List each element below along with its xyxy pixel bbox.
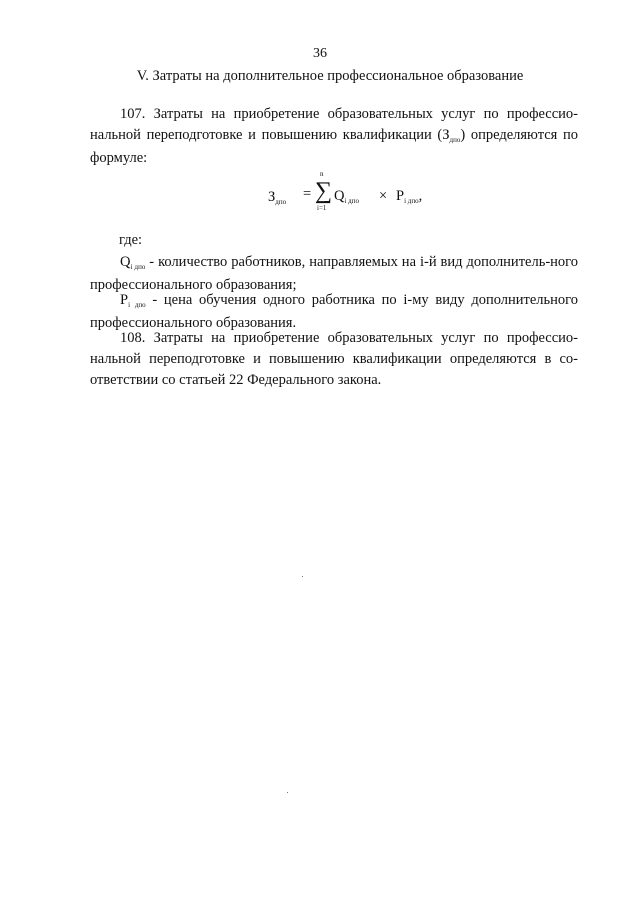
formula-price-term [396,188,422,205]
section-title: V. Затраты на дополнительное профессиональное образование [136,68,524,84]
paragraph-107 [90,104,578,169]
formula-sum-sign: ∑ [315,178,333,204]
formula-q-subscript: i дпо [344,197,359,205]
formula-sum-upper-limit: n [320,170,324,178]
formula-equals-sign: = [303,186,312,202]
page-number: 36 [313,46,327,61]
formula-q-symbol: Q [334,188,345,204]
formula-quantity-term [334,188,359,205]
where-label: где: [119,232,143,248]
definition-quantity-symbol: Q [120,254,131,270]
definition-price-subscript: i дпо [128,301,146,309]
paragraph-107-symbol-subscript: дпо [449,136,461,144]
definition-price-text: - цена обучения одного работника по i-му виду дополнительного профессионального образования. [90,292,578,331]
formula-sum-lower-limit: i=1 [317,204,327,212]
formula-p-symbol: P [396,188,405,204]
formula-lhs-symbol: З [268,189,276,205]
scan-speck [287,792,288,793]
formula-end-comma: , [418,188,423,204]
paragraph-107-text-before: 107. Затраты на приобретение образовательных услуг по профессио-нальной переподготовке и повышению квалификации ( [90,106,578,143]
formula-lhs [268,189,286,206]
formula-times-sign: × [379,188,388,204]
definition-price-symbol: P [120,292,129,308]
definition-quantity-text: - количество работников, направляемых на i-й вид дополнитель-ного профессионального образования; [90,254,578,293]
formula-p-subscript: i дпо [404,197,419,205]
paragraph-108: 108. Затраты на приобретение образовательных услуг по профессио-нальной переподготовке и повышению квалификации определяются в со-ответствии со статьей 22 Федерального закона. [90,330,578,388]
formula-lhs-subscript: дпо [275,198,287,206]
paragraph-107-symbol: З [442,127,450,143]
paragraph-107-text-after: ) определяются по формуле: [90,127,578,166]
scan-speck [302,576,303,577]
definition-quantity-subscript: i дпо [130,263,146,271]
